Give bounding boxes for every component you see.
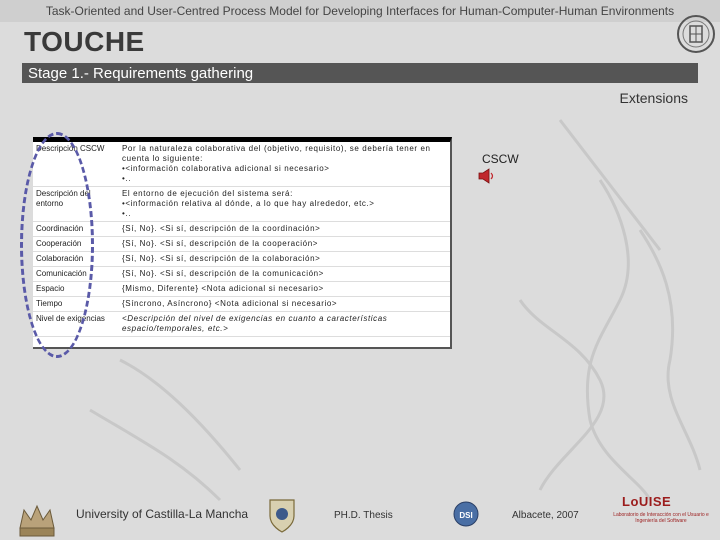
row-content-line: {Sí, No}. <Si sí, descripción de la cooperación>: [122, 239, 319, 248]
table-row: [33, 282, 450, 297]
extensions-label: Extensions: [619, 90, 688, 106]
speaker-icon[interactable]: [477, 168, 495, 184]
row-label: Nivel de exigencias: [33, 312, 119, 337]
university-name: University of Castilla-La Mancha: [76, 507, 249, 521]
extensions-table: [33, 142, 450, 337]
louise-logo: LoUISE: [622, 494, 672, 509]
row-content: [119, 312, 450, 337]
table-row: [33, 187, 450, 222]
header-title: Task-Oriented and User-Centred Process Model for Developing Interfaces for Human-Computer-Human Environments: [45, 4, 675, 18]
stage-bar: [22, 63, 698, 83]
university-seal-icon: [676, 6, 716, 62]
table-row: [33, 312, 450, 337]
row-content-line: {Síncrono, Asíncrono} <Nota adicional si necesario>: [122, 299, 338, 308]
shield-icon: [266, 496, 298, 534]
location-date: Albacete, 2007: [512, 510, 579, 521]
crown-icon: [16, 500, 58, 540]
row-label: Cooperación: [33, 237, 119, 252]
page-title: TOUCHE: [24, 26, 145, 57]
table-row: [33, 252, 450, 267]
table-row: [33, 222, 450, 237]
row-label: Colaboración: [33, 252, 119, 267]
table-row: [33, 142, 450, 187]
row-content: [119, 267, 450, 282]
table-row: [33, 267, 450, 282]
requirements-table: [33, 137, 452, 349]
row-content-line: {Mismo, Diferente} <Nota adicional si necesario>: [122, 284, 324, 293]
row-content: [119, 237, 450, 252]
row-content: [119, 252, 450, 267]
row-content-line: <Descripción del nivel de exigencias en cuanto a características espacio/temporales, etc.>: [122, 314, 388, 333]
row-content-line: {Sí, No}. <Si sí, descripción de la coordinación>: [122, 224, 321, 233]
row-label: Tiempo: [33, 297, 119, 312]
row-label: Descripción CSCW: [33, 142, 119, 187]
row-content-line: {Sí, No}. <Si sí, descripción de la comunicación>: [122, 269, 324, 278]
row-label: Espacio: [33, 282, 119, 297]
row-content-line: •<información relativa al dónde, a lo que hay alrededor, etc.>: [122, 199, 375, 208]
row-content-line: Por la naturaleza colaborativa del (objetivo, requisito), se debería tener en cuenta lo siguiente:: [122, 144, 431, 163]
louise-subtitle: Laboratorio de Interacción con el Usuario e Ingeniería del Software: [613, 512, 709, 524]
row-content: [119, 297, 450, 312]
row-content-line: {Sí, No}. <Si sí, descripción de la colaboración>: [122, 254, 321, 263]
dsi-icon: [452, 500, 480, 528]
cscw-label: CSCW: [482, 152, 519, 166]
stage-title: Stage 1.- Requirements gathering: [28, 65, 254, 82]
row-content: [119, 222, 450, 237]
row-content-line: •..: [122, 209, 132, 218]
row-label: Comunicación: [33, 267, 119, 282]
thesis-label: PH.D. Thesis: [334, 510, 393, 521]
row-content: [119, 142, 450, 187]
row-label: Descripción del entorno: [33, 187, 119, 222]
table-row: [33, 297, 450, 312]
row-content: [119, 282, 450, 297]
row-content-line: •..: [122, 174, 132, 183]
label-highlight-ellipse: [20, 132, 94, 358]
row-content-line: •<información colaborativa adicional si necesario>: [122, 164, 330, 173]
row-content: [119, 187, 450, 222]
row-label: Coordinación: [33, 222, 119, 237]
table-row: [33, 237, 450, 252]
svg-text:DSI: DSI: [459, 511, 473, 520]
row-content-line: El entorno de ejecución del sistema será:: [122, 189, 293, 198]
